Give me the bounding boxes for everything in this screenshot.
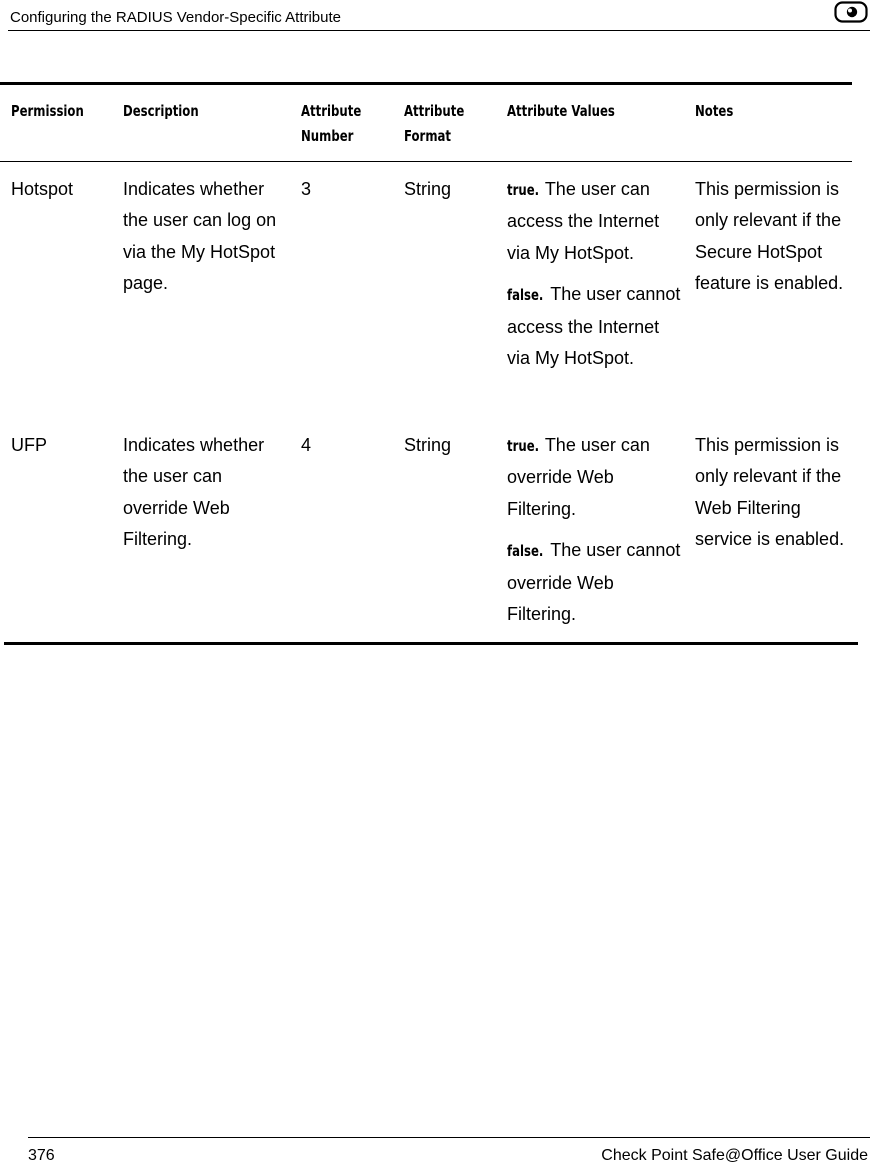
cell-attribute-values [507,174,682,384]
attribute-value-false [507,535,682,630]
value-key: false. [507,286,544,305]
attribute-value-true [507,174,682,269]
attribute-value-false [507,279,682,374]
value-key: true. [507,437,540,455]
column-header-attribute-number: Attribute Number [301,102,362,145]
footer-page-number: 376 [28,1147,55,1164]
page-footer [28,1137,870,1164]
page-header [8,0,870,31]
cell-attribute-format: String [404,179,452,199]
cell-notes: This permission is only relevant if the Web Filtering service is enabled. [695,435,845,550]
cell-attribute-number: 3 [301,179,312,199]
value-text: The user can override Web Filtering. [507,435,650,519]
value-key: false. [507,542,544,561]
cell-description: Indicates whether the user can log on via the My HotSpot page. [123,179,277,294]
value-text: The user cannot access the Internet via My HotSpot. [507,284,681,369]
column-header-description: Description [123,102,199,120]
cell-permission: UFP [11,435,47,455]
table-header-row [0,85,852,162]
column-header-permission: Permission [11,102,84,120]
attribute-value-true [507,430,682,525]
value-key: true. [507,181,540,199]
page-header-title: Configuring the RADIUS Vendor-Specific Attribute [10,9,342,26]
cell-description: Indicates whether the user can override Web Filtering. [123,435,265,550]
column-header-notes: Notes [695,102,734,120]
column-header-attribute-values: Attribute Values [507,102,615,120]
cell-attribute-format: String [404,435,452,455]
cell-permission: Hotspot [11,179,74,199]
cell-notes: This permission is only relevant if the Secure HotSpot feature is enabled. [695,179,844,294]
table-bottom-rule [4,642,858,645]
column-header-attribute-format: Attribute Format [404,102,465,145]
value-text: The user can access the Internet via My HotSpot. [507,179,660,263]
value-text: The user cannot override Web Filtering. [507,540,681,625]
footer-guide-title: Check Point Safe@Office User Guide [601,1147,868,1164]
cell-attribute-number: 4 [301,435,312,455]
cell-attribute-values [507,430,682,640]
check-point-logo-icon [834,1,868,23]
